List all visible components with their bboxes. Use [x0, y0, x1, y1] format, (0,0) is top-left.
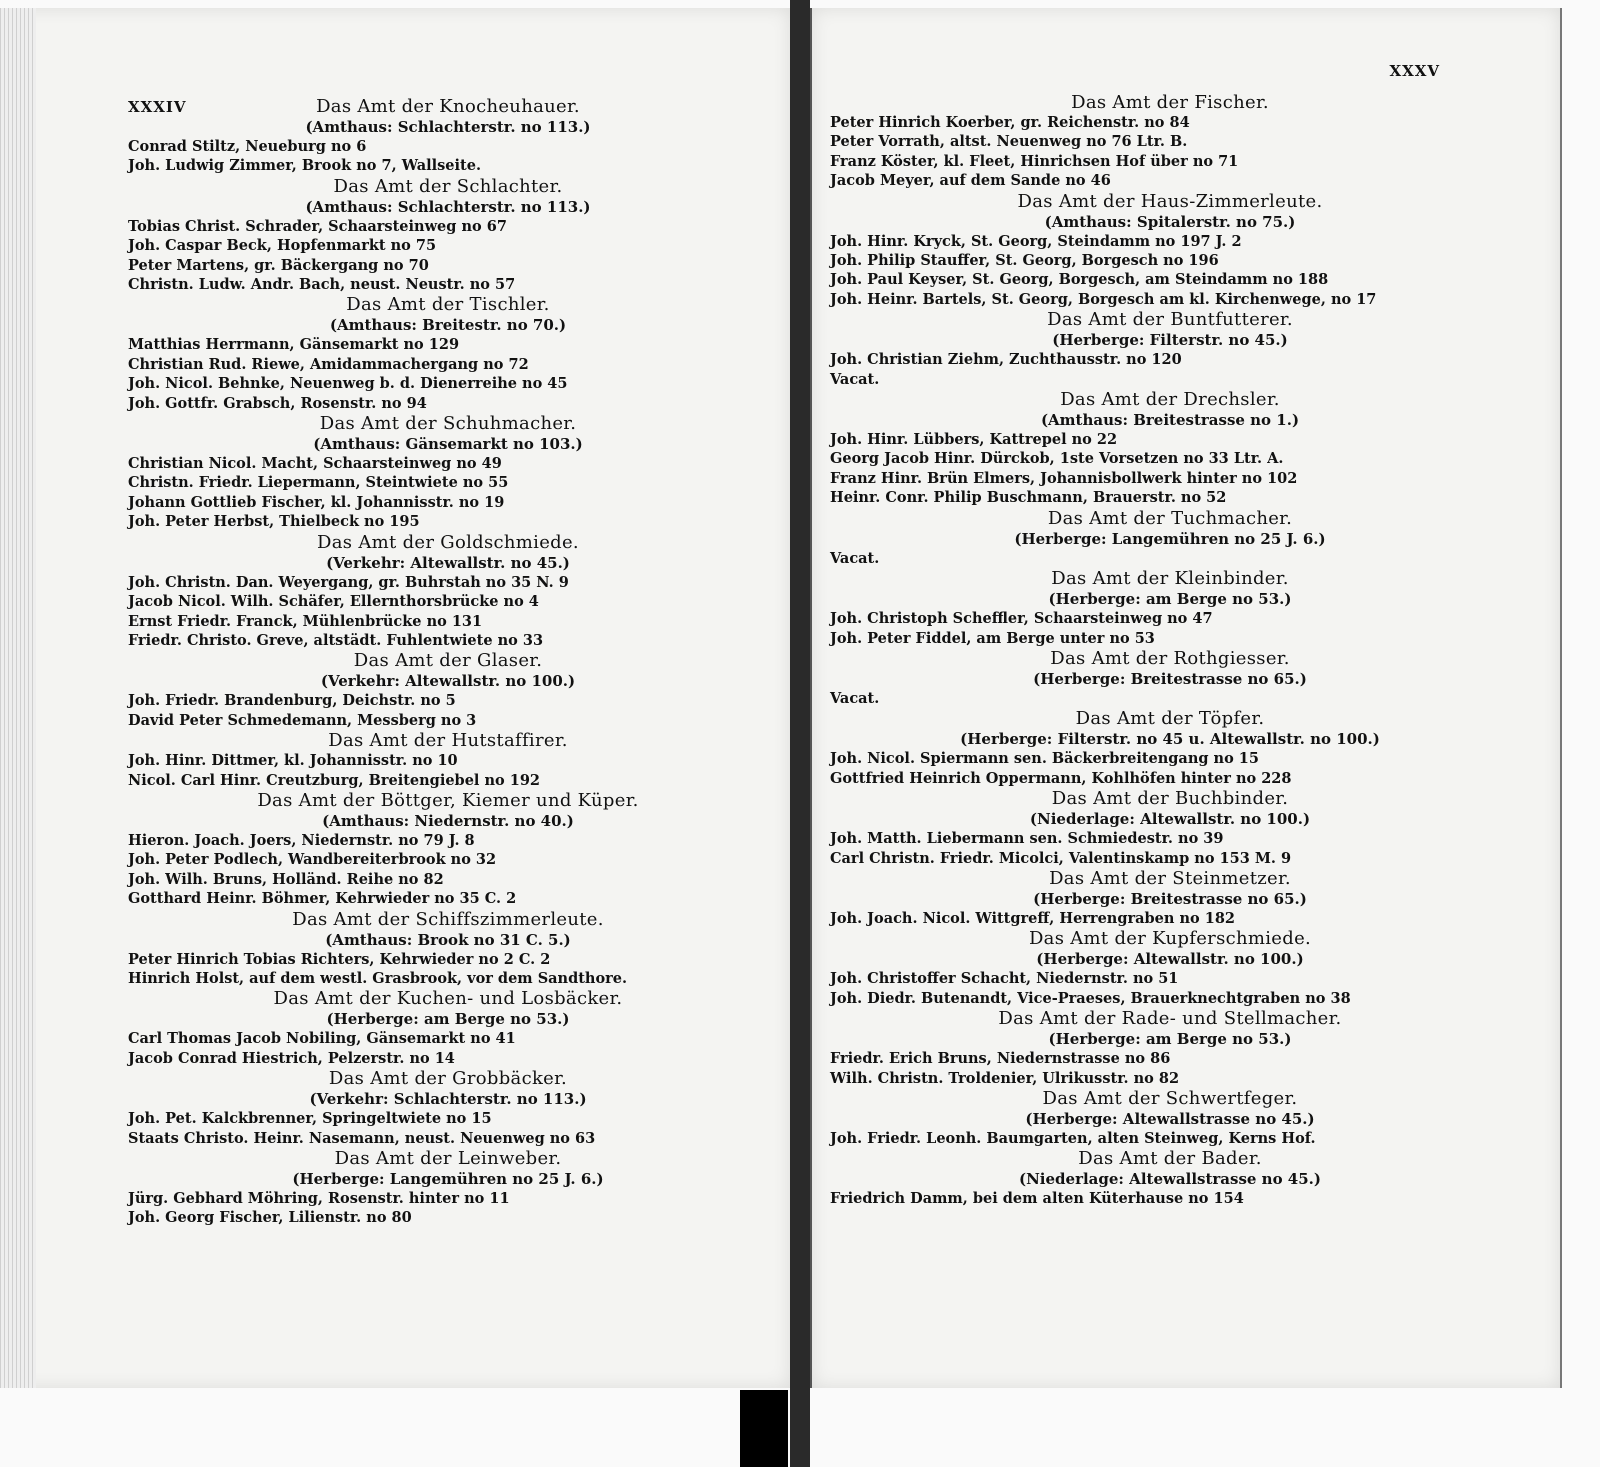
member-entry: Christian Nicol. Macht, Schaarsteinweg no 49 — [128, 455, 502, 473]
guild-title: Das Amt der Tischler. — [346, 294, 550, 316]
guild-title: Das Amt der Haus-Zimmerleute. — [1017, 190, 1323, 212]
member-entry: Joh. Christoph Scheffler, Schaarsteinweg no 47 — [830, 610, 1213, 628]
member-entry: Joh. Matth. Liebermann sen. Schmiedestr. no 39 — [830, 830, 1224, 848]
member-entry: Peter Hinrich Tobias Richters, Kehrwieder no 2 C. 2 — [128, 950, 551, 968]
member-entry: Joh. Georg Fischer, Lilienstr. no 80 — [128, 1209, 412, 1227]
member-entry: Hieron. Joach. Joers, Niedernstr. no 79 J. 8 — [128, 831, 475, 849]
guild-house-address: (Amthaus: Breitestrasse no 1.) — [1040, 411, 1300, 430]
member-list — [128, 1029, 728, 1068]
member-entry: Vacat. — [830, 549, 880, 567]
member-entry: Wilh. Christn. Troldenier, Ulrikusstr. no 82 — [830, 1069, 1180, 1087]
guild-section — [830, 868, 1510, 928]
left-page-content — [128, 96, 728, 1228]
member-entry: Jacob Meyer, auf dem Sande no 46 — [830, 172, 1111, 190]
guild-section — [128, 413, 728, 532]
guild-title: Das Amt der Goldschmiede. — [317, 531, 579, 553]
member-entry: Joh. Heinr. Bartels, St. Georg, Borgesch am kl. Kirchenwege, no 17 — [830, 290, 1377, 308]
guild-title: Das Amt der Bader. — [1078, 1148, 1262, 1170]
member-list — [830, 749, 1510, 788]
member-list — [128, 1109, 728, 1148]
guild-house-address: (Amthaus: Spitalerstr. no 75.) — [1044, 212, 1296, 231]
guild-title: Das Amt der Grobbäcker. — [328, 1068, 568, 1090]
guild-title: Das Amt der Schlachter. — [333, 175, 563, 197]
member-entry: Joh. Peter Podlech, Wandbereiterbrook no 32 — [128, 851, 497, 869]
page-number-left: XXXIV — [128, 98, 187, 116]
guild-section — [830, 708, 1510, 788]
member-entry: Hinrich Holst, auf dem westl. Grasbrook, vor dem Sandthore. — [128, 969, 628, 987]
member-entry: Joh. Peter Fiddel, am Berge unter no 53 — [830, 629, 1155, 647]
member-entry: Joh. Joach. Nicol. Wittgreff, Herrengraben no 182 — [830, 909, 1235, 927]
guild-section — [830, 508, 1510, 568]
member-list — [128, 950, 728, 989]
right-page-content — [830, 92, 1510, 1209]
guild-house-address: (Herberge: Filterstr. no 45 u. Altewallstr. no 100.) — [960, 730, 1380, 749]
member-list — [830, 113, 1510, 191]
guild-section — [128, 532, 728, 651]
member-list — [830, 909, 1510, 928]
member-entry: Joh. Peter Herbst, Thielbeck no 195 — [128, 513, 420, 531]
guild-house-address: (Verkehr: Schlachterstr. no 113.) — [309, 1090, 587, 1109]
guild-house-address: (Herberge: am Berge no 53.) — [326, 1010, 570, 1029]
member-list — [128, 454, 728, 532]
member-list — [128, 751, 728, 790]
member-list — [830, 609, 1510, 648]
guild-section — [830, 928, 1510, 1008]
member-list — [830, 549, 1510, 568]
guild-section — [830, 648, 1510, 708]
guild-section — [128, 176, 728, 295]
guild-house-address: (Herberge: Breitestrasse no 65.) — [1033, 889, 1307, 908]
guild-title: Das Amt der Schwertfeger. — [1042, 1087, 1298, 1109]
guild-house-address: (Verkehr: Altewallstr. no 45.) — [326, 553, 570, 572]
guild-section — [128, 1148, 728, 1228]
member-entry: Nicol. Carl Hinr. Creutzburg, Breitengiebel no 192 — [128, 771, 541, 789]
guild-section — [830, 788, 1510, 868]
book-gutter — [790, 0, 810, 1467]
guild-section — [128, 988, 728, 1068]
member-entry: Joh. Friedr. Leonh. Baumgarten, alten Steinweg, Kerns Hof. — [830, 1129, 1316, 1147]
member-entry: Joh. Wilh. Bruns, Holländ. Reihe no 82 — [128, 870, 444, 888]
guild-section — [128, 790, 728, 909]
member-entry: Joh. Ludwig Zimmer, Brook no 7, Wallseite. — [128, 157, 481, 175]
member-list — [830, 969, 1510, 1008]
member-entry: Heinr. Conr. Philip Buschmann, Brauerstr. no 52 — [830, 489, 1227, 507]
guild-house-address: (Herberge: Altewallstrasse no 45.) — [1025, 1109, 1315, 1128]
guild-house-address: (Amthaus: Niedernstr. no 40.) — [322, 811, 574, 830]
member-entry: Friedr. Erich Bruns, Niedernstrasse no 86 — [830, 1050, 1171, 1068]
member-entry: Staats Christo. Heinr. Nasemann, neust. Neuenweg no 63 — [128, 1129, 596, 1147]
guild-title: Das Amt der Rade- und Stellmacher. — [998, 1008, 1342, 1030]
guild-section — [128, 96, 728, 176]
guild-section — [830, 191, 1510, 310]
member-entry: Matthias Herrmann, Gänsemarkt no 129 — [128, 336, 460, 354]
member-list — [830, 430, 1510, 508]
guild-section — [128, 294, 728, 413]
guild-title: Das Amt der Fischer. — [1071, 92, 1269, 113]
member-list — [128, 691, 728, 730]
member-entry: Joh. Philip Stauffer, St. Georg, Borgesch no 196 — [830, 252, 1219, 270]
member-list — [830, 1049, 1510, 1088]
member-entry: Joh. Christoffer Schacht, Niedernstr. no 51 — [830, 970, 1179, 988]
guild-title: Das Amt der Schiffszimmerleute. — [292, 908, 604, 930]
member-list — [128, 217, 728, 295]
member-list — [830, 350, 1510, 389]
guild-section — [830, 92, 1510, 191]
guild-house-address: (Amthaus: Schlachterstr. no 113.) — [305, 118, 591, 136]
guild-section — [830, 309, 1510, 389]
member-entry: Carl Thomas Jacob Nobiling, Gänsemarkt no 41 — [128, 1030, 516, 1048]
member-entry: Franz Köster, kl. Fleet, Hinrichsen Hof über no 71 — [830, 152, 1239, 170]
guild-house-address: (Herberge: Langemühren no 25 J. 6.) — [292, 1170, 604, 1188]
guild-title: Das Amt der Rothgiesser. — [1050, 647, 1290, 669]
member-entry: Christn. Friedr. Liepermann, Steintwiete no 55 — [128, 474, 509, 492]
guild-house-address: (Verkehr: Altewallstr. no 100.) — [320, 672, 576, 691]
guild-title: Das Amt der Steinmetzer. — [1049, 867, 1291, 889]
member-entry: Peter Vorrath, altst. Neuenweg no 76 Ltr. B. — [830, 133, 1188, 151]
member-list — [128, 831, 728, 909]
guild-house-address: (Herberge: Langemühren no 25 J. 6.) — [1014, 529, 1326, 548]
guild-title: Das Amt der Tuchmacher. — [1047, 507, 1293, 529]
member-entry: Gotthard Heinr. Böhmer, Kehrwieder no 35 C. 2 — [128, 890, 517, 908]
guild-title: Das Amt der Knocheuhauer. — [316, 96, 580, 117]
guild-section — [830, 568, 1510, 648]
guild-house-address: (Niederlage: Altewallstr. no 100.) — [1029, 810, 1311, 829]
member-entry: Joh. Pet. Kalckbrenner, Springeltwiete no 15 — [128, 1110, 492, 1128]
guild-house-address: (Amthaus: Gänsemarkt no 103.) — [313, 435, 583, 454]
member-entry: Joh. Hinr. Lübbers, Kattrepel no 22 — [830, 431, 1118, 449]
member-entry: Joh. Gottfr. Grabsch, Rosenstr. no 94 — [128, 394, 427, 412]
left-page — [0, 8, 792, 1388]
guild-title: Das Amt der Schuhmacher. — [319, 413, 577, 435]
guild-section — [830, 1148, 1510, 1208]
member-entry: Joh. Hinr. Kryck, St. Georg, Steindamm no 197 J. 2 — [830, 232, 1242, 250]
member-list — [830, 829, 1510, 868]
guild-house-address: (Amthaus: Brook no 31 C. 5.) — [325, 930, 571, 949]
member-entry: Joh. Diedr. Butenandt, Vice-Praeses, Brauerknechtgraben no 38 — [830, 989, 1351, 1007]
member-entry: Carl Christn. Friedr. Micolci, Valentinskamp no 153 M. 9 — [830, 849, 1292, 867]
member-list — [128, 1189, 728, 1228]
member-list — [830, 689, 1510, 708]
guild-section — [830, 1088, 1510, 1148]
member-list — [128, 335, 728, 413]
guild-title: Das Amt der Glaser. — [353, 650, 543, 672]
guild-title: Das Amt der Kuchen- und Losbäcker. — [273, 988, 623, 1010]
member-entry: Peter Martens, gr. Bäckergang no 70 — [128, 256, 429, 274]
member-entry: Joh. Christian Ziehm, Zuchthausstr. no 120 — [830, 351, 1182, 369]
guild-section — [830, 389, 1510, 508]
guild-section — [128, 1068, 728, 1148]
member-entry: Georg Jacob Hinr. Dürckob, 1ste Vorsetzen no 33 Ltr. A. — [830, 450, 1284, 468]
member-entry: Jürg. Gebhard Möhring, Rosenstr. hinter no 11 — [128, 1190, 510, 1207]
member-entry: Ernst Friedr. Franck, Mühlenbrücke no 131 — [128, 612, 483, 630]
member-entry: Johann Gottlieb Fischer, kl. Johannisstr. no 19 — [128, 493, 505, 511]
guild-title: Das Amt der Kleinbinder. — [1051, 568, 1289, 590]
right-page — [810, 8, 1562, 1388]
page-number-right: XXXV — [1389, 62, 1440, 80]
member-entry: Jacob Nicol. Wilh. Schäfer, Ellernthorsbrücke no 4 — [128, 593, 539, 611]
member-entry: Christian Rud. Riewe, Amidammachergang no 72 — [128, 355, 529, 373]
member-list — [128, 137, 728, 176]
guild-title: Das Amt der Drechsler. — [1060, 389, 1280, 411]
member-list — [128, 573, 728, 651]
member-entry: Joh. Nicol. Spiermann sen. Bäckerbreitengang no 15 — [830, 750, 1259, 768]
member-entry: Friedrich Damm, bei dem alten Küterhause no 154 — [830, 1190, 1244, 1208]
member-entry: Franz Hinr. Brün Elmers, Johannisbollwerk hinter no 102 — [830, 469, 1298, 487]
member-entry: Peter Hinrich Koerber, gr. Reichenstr. no 84 — [830, 114, 1190, 131]
member-entry: Joh. Hinr. Dittmer, kl. Johannisstr. no 10 — [128, 752, 458, 770]
guild-section — [830, 1008, 1510, 1088]
member-list — [830, 1129, 1510, 1148]
guild-section — [128, 909, 728, 989]
member-list — [830, 232, 1510, 310]
member-entry: Vacat. — [830, 370, 880, 388]
guild-house-address: (Amthaus: Schlachterstr. no 113.) — [305, 197, 591, 216]
guild-house-address: (Amthaus: Breitestr. no 70.) — [329, 316, 567, 335]
guild-section — [128, 730, 728, 790]
member-entry: Christn. Ludw. Andr. Bach, neust. Neustr. no 57 — [128, 276, 516, 294]
guild-title: Das Amt der Leinweber. — [334, 1148, 562, 1169]
guild-house-address: (Herberge: Altewallstr. no 100.) — [1036, 950, 1304, 969]
guild-title: Das Amt der Kupferschmiede. — [1028, 928, 1312, 950]
binding-tab — [740, 1390, 788, 1467]
guild-title: Das Amt der Hutstaffirer. — [328, 730, 568, 752]
member-entry: Joh. Christn. Dan. Weyergang, gr. Buhrstah no 35 N. 9 — [128, 573, 569, 591]
member-entry: Tobias Christ. Schrader, Schaarsteinweg no 67 — [128, 217, 507, 235]
member-entry: Vacat. — [830, 689, 880, 707]
member-list — [830, 1189, 1510, 1208]
guild-title: Das Amt der Buntfutterer. — [1047, 309, 1293, 331]
guild-title: Das Amt der Böttger, Kiemer und Küper. — [257, 789, 639, 811]
guild-house-address: (Herberge: Breitestrasse no 65.) — [1033, 669, 1307, 688]
guild-section — [128, 650, 728, 730]
page-edge-stack — [0, 8, 36, 1388]
member-entry: Joh. Paul Keyser, St. Georg, Borgesch, am Steindamm no 188 — [830, 271, 1329, 289]
guild-house-address: (Niederlage: Altewallstrasse no 45.) — [1018, 1170, 1321, 1189]
guild-title: Das Amt der Töpfer. — [1075, 708, 1265, 730]
member-entry: David Peter Schmedemann, Messberg no 3 — [128, 711, 477, 729]
guild-house-address: (Herberge: am Berge no 53.) — [1048, 1030, 1292, 1049]
member-entry: Gottfried Heinrich Oppermann, Kohlhöfen hinter no 228 — [830, 769, 1292, 787]
member-entry: Conrad Stiltz, Neueburg no 6 — [128, 138, 367, 155]
guild-title: Das Amt der Buchbinder. — [1051, 788, 1289, 810]
guild-house-address: (Herberge: am Berge no 53.) — [1048, 590, 1292, 609]
guild-house-address: (Herberge: Filterstr. no 45.) — [1052, 331, 1288, 350]
member-entry: Jacob Conrad Hiestrich, Pelzerstr. no 14 — [128, 1049, 455, 1067]
member-entry: Joh. Nicol. Behnke, Neuenweg b. d. Dienerreihe no 45 — [128, 375, 568, 393]
member-entry: Joh. Caspar Beck, Hopfenmarkt no 75 — [128, 237, 437, 255]
member-entry: Joh. Friedr. Brandenburg, Deichstr. no 5 — [128, 692, 456, 710]
member-entry: Friedr. Christo. Greve, altstädt. Fuhlentwiete no 33 — [128, 631, 544, 649]
